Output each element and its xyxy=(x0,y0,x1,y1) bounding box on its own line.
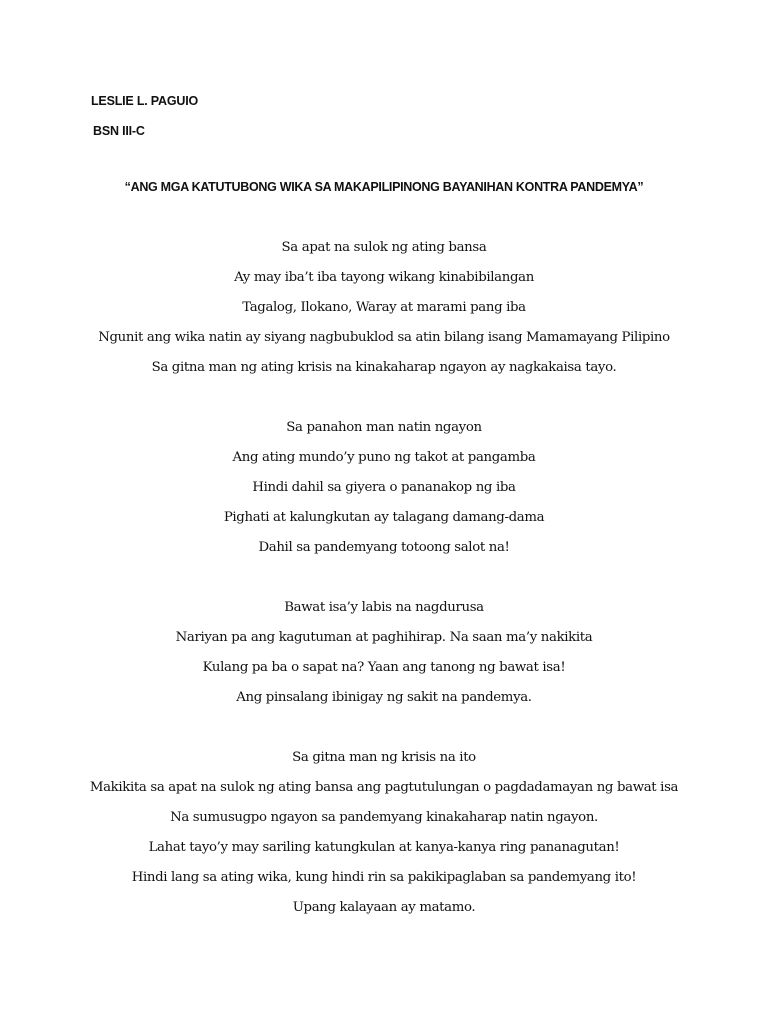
poem-line: Ang pinsalang ibinigay ng sakit na pandemya. xyxy=(236,690,532,705)
poem-line: Sa panahon man natin ngayon xyxy=(286,420,482,435)
poem-line: Bawat isa’y labis na nagdurusa xyxy=(284,600,484,615)
course-section: BSN III-C xyxy=(93,124,145,138)
stanza-4 xyxy=(0,747,768,927)
poem-line: Makikita sa apat na sulok ng ating bansa ang pagtutulungan o pagdadamayan ng bawat isa xyxy=(89,780,679,795)
stanza-3 xyxy=(0,597,768,717)
poem-line: Ay may iba’t iba tayong wikang kinabibilangan xyxy=(234,270,534,285)
poem-line: Tagalog, Ilokano, Waray at marami pang iba xyxy=(242,300,526,315)
author-name: LESLIE L. PAGUIO xyxy=(91,94,198,108)
stanza-1 xyxy=(0,237,768,387)
poem-line: Kulang pa ba o sapat na? Yaan ang tanong ng bawat isa! xyxy=(202,660,566,675)
stanza-2 xyxy=(0,417,768,567)
poem-line: Nariyan pa ang kagutuman at paghihirap. Na saan ma’y nakikita xyxy=(175,630,593,645)
poem-line: Hindi lang sa ating wika, kung hindi rin sa pakikipaglaban sa pandemyang ito! xyxy=(131,870,637,885)
poem-line: Na sumusugpo ngayon sa pandemyang kinakaharap natin ngayon. xyxy=(170,810,598,825)
poem-body xyxy=(0,237,768,957)
poem-line: Ngunit ang wika natin ay siyang nagbubuklod sa atin bilang isang Mamamayang Pilipino xyxy=(98,330,670,345)
poem-line: Sa gitna man ng krisis na ito xyxy=(292,750,476,765)
poem-line: Dahil sa pandemyang totoong salot na! xyxy=(258,540,510,555)
poem-line: Ang ating mundo’y puno ng takot at pangamba xyxy=(232,450,536,465)
poem-line: Upang kalayaan ay matamo. xyxy=(292,900,476,915)
poem-line: Sa gitna man ng ating krisis na kinakaharap ngayon ay nagkakaisa tayo. xyxy=(151,360,617,375)
poem-line: Hindi dahil sa giyera o pananakop ng iba xyxy=(252,480,516,495)
poem-title: “ANG MGA KATUTUBONG WIKA SA MAKAPILIPINONG BAYANIHAN KONTRA PANDEMYA” xyxy=(124,180,644,194)
poem-line: Pighati at kalungkutan ay talagang damang-dama xyxy=(223,510,545,525)
poem-line: Sa apat na sulok ng ating bansa xyxy=(281,240,487,255)
poem-line: Lahat tayo’y may sariling katungkulan at kanya-kanya ring pananagutan! xyxy=(148,840,620,855)
